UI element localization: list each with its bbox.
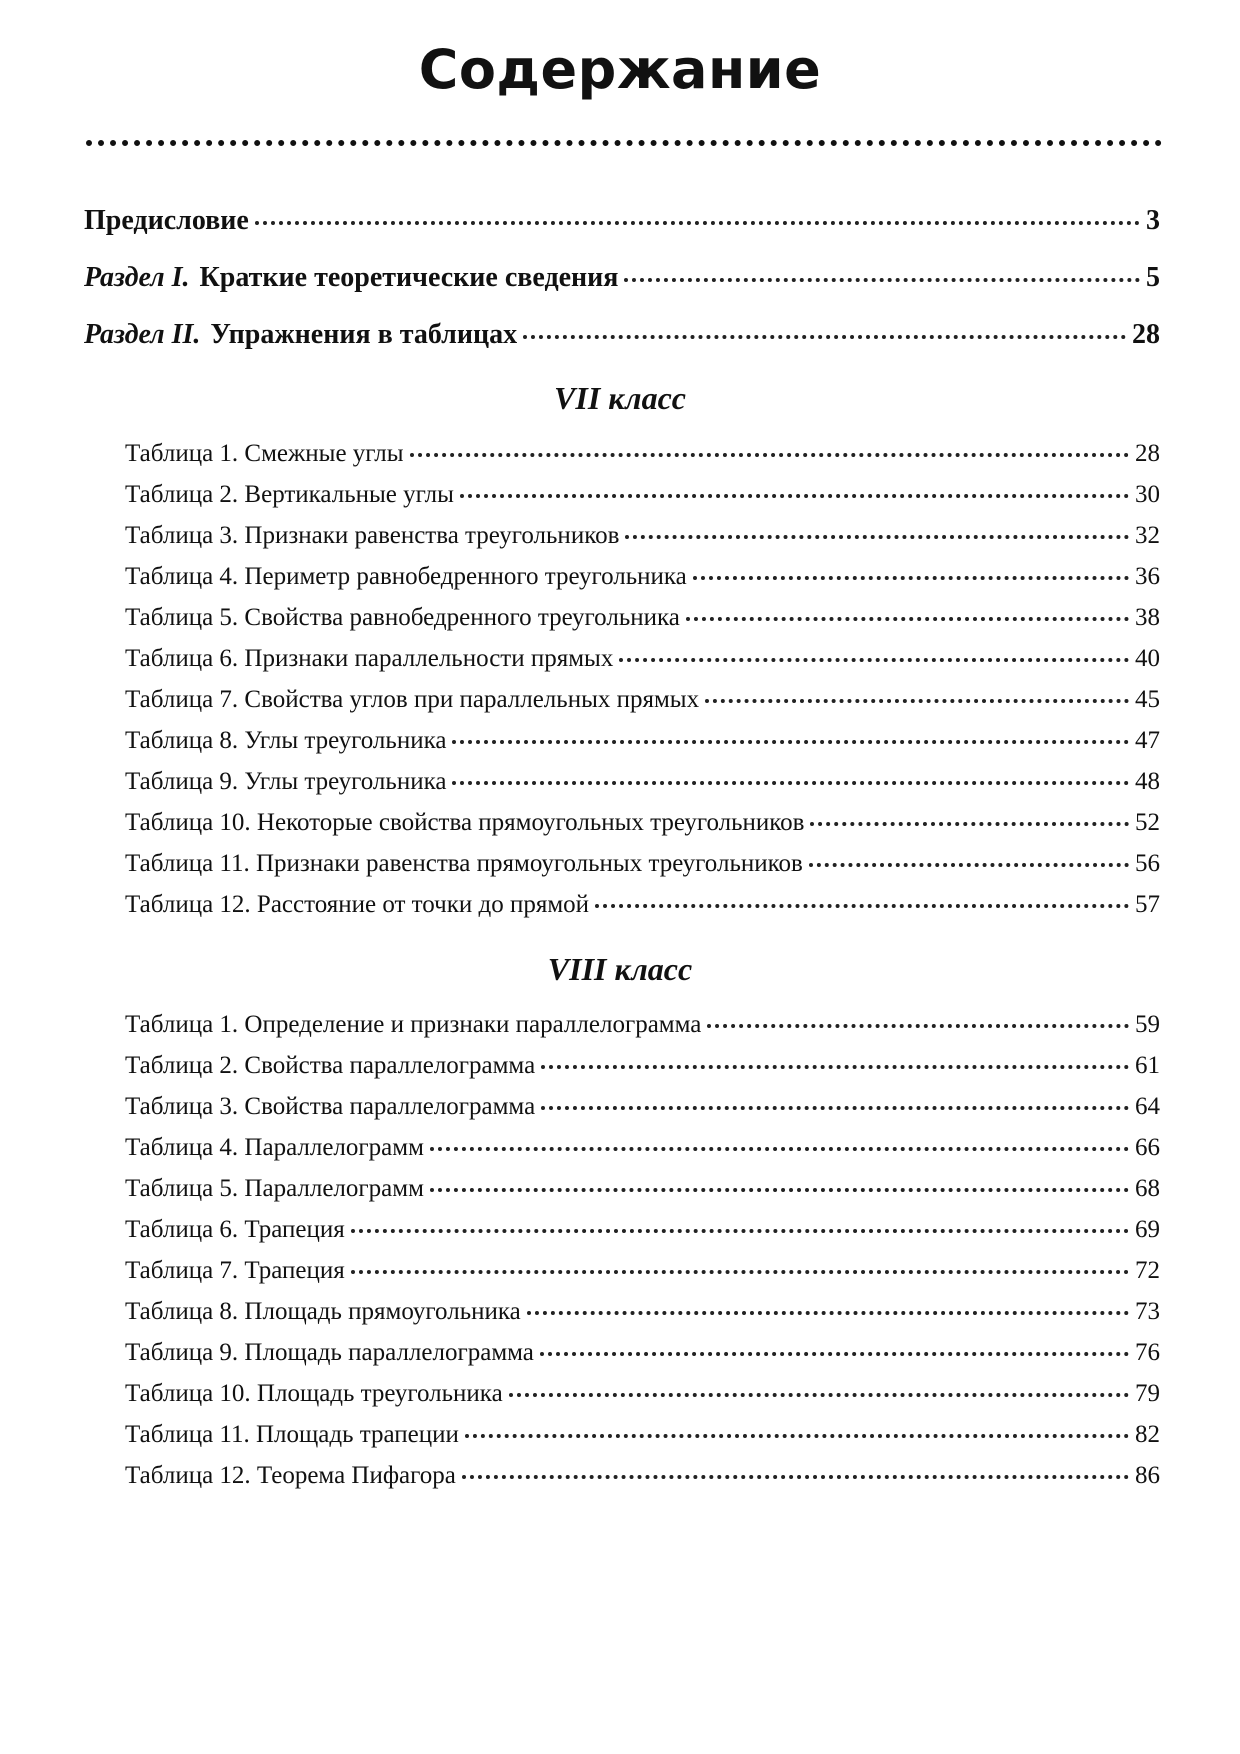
page-number: 72 [1135, 1257, 1160, 1284]
page-number: 48 [1135, 768, 1160, 795]
dot-leader [625, 535, 1129, 539]
toc-entry[interactable] [125, 563, 1160, 591]
toc-entry[interactable] [125, 1380, 1160, 1408]
entry-title: Таблица 5. Параллелограмм [125, 1175, 424, 1202]
toc-entry[interactable] [125, 1093, 1160, 1121]
toc-entry[interactable] [125, 1134, 1160, 1162]
dotted-divider [86, 140, 1162, 146]
grade-8-heading: VIII класс [547, 951, 693, 987]
dot-leader [462, 1475, 1129, 1479]
page-number: 28 [1135, 440, 1160, 467]
entry-title: Таблица 5. Свойства равнобедренного треугольника [125, 604, 680, 631]
section-label: Раздел II. [84, 319, 201, 350]
entry-title: Таблица 7. Трапеция [125, 1257, 345, 1284]
dot-leader [541, 1065, 1129, 1069]
entry-title: Таблица 8. Углы треугольника [125, 727, 447, 754]
toc-entry[interactable] [125, 891, 1160, 919]
toc-entry[interactable] [125, 1216, 1160, 1244]
section-label: Раздел I. [84, 262, 190, 293]
entry-title: Таблица 4. Параллелограмм [125, 1134, 424, 1161]
page-number: 69 [1135, 1216, 1160, 1243]
toc-entry[interactable] [125, 604, 1160, 632]
dot-leader [452, 740, 1129, 744]
toc-entry[interactable] [125, 686, 1160, 714]
entry-title: Таблица 10. Площадь треугольника [125, 1380, 503, 1407]
dot-leader [430, 1147, 1129, 1151]
page-number: 61 [1135, 1052, 1160, 1079]
page-number: 66 [1135, 1134, 1160, 1161]
entry-title: Таблица 11. Площадь трапеции [125, 1421, 459, 1448]
page-number: 28 [1132, 319, 1160, 350]
dot-leader [509, 1393, 1129, 1397]
toc-entry[interactable] [125, 768, 1160, 796]
entry-title: Таблица 11. Признаки равенства прямоугольных треугольников [125, 850, 803, 877]
dot-leader [523, 335, 1126, 339]
entry-title: Таблица 3. Свойства параллелограмма [125, 1093, 536, 1120]
toc-section-1[interactable] [84, 262, 1160, 294]
page-number: 64 [1135, 1093, 1160, 1120]
toc-entry[interactable] [125, 1298, 1160, 1326]
dot-leader [595, 904, 1129, 908]
toc-entry[interactable] [125, 1257, 1160, 1285]
dot-leader [410, 453, 1129, 457]
toc-entry[interactable] [125, 1462, 1160, 1490]
page-number: 36 [1135, 563, 1160, 590]
entry-title: Таблица 4. Периметр равнобедренного треугольника [125, 563, 687, 590]
dot-leader [809, 863, 1129, 867]
toc-section-2[interactable] [84, 319, 1160, 351]
entry-title: Таблица 7. Свойства углов при параллельных прямых [125, 686, 700, 713]
page-number: 40 [1135, 645, 1160, 672]
toc-section-preface[interactable] [84, 205, 1160, 237]
toc-entry[interactable] [125, 1052, 1160, 1080]
dot-leader [686, 617, 1129, 621]
dot-leader [460, 494, 1129, 498]
entry-title: Таблица 1. Определение и признаки параллелограмма [125, 1011, 702, 1038]
entry-title: Таблица 10. Некоторые свойства прямоугольных треугольников [125, 809, 805, 836]
page-number: 38 [1135, 604, 1160, 631]
entry-title: Таблица 12. Расстояние от точки до прямой [125, 891, 590, 918]
page-number: 59 [1135, 1011, 1160, 1038]
toc-entry[interactable] [125, 522, 1160, 550]
page-number: 79 [1135, 1380, 1160, 1407]
page-number: 57 [1135, 891, 1160, 918]
dot-leader [707, 1024, 1129, 1028]
page-number: 45 [1135, 686, 1160, 713]
entry-title: Таблица 9. Углы треугольника [125, 768, 447, 795]
dot-leader [465, 1434, 1129, 1438]
page-number: 73 [1135, 1298, 1160, 1325]
toc-entry[interactable] [125, 1339, 1160, 1367]
grade-7-heading: VII класс [554, 380, 686, 416]
dot-leader [705, 699, 1129, 703]
page-title: Содержание [418, 38, 822, 101]
entry-title: Таблица 8. Площадь прямоугольника [125, 1298, 521, 1325]
dot-leader [693, 576, 1129, 580]
entry-title: Таблица 2. Вертикальные углы [125, 481, 454, 508]
dot-leader [810, 822, 1129, 826]
dot-leader [430, 1188, 1129, 1192]
dot-leader [351, 1270, 1129, 1274]
entry-title: Таблица 3. Признаки равенства треугольников [125, 522, 620, 549]
entry-title: Таблица 1. Смежные углы [125, 440, 404, 467]
page-number: 47 [1135, 727, 1160, 754]
entry-title: Таблица 6. Трапеция [125, 1216, 345, 1243]
toc-entry[interactable] [125, 645, 1160, 673]
toc-entry[interactable] [125, 440, 1160, 468]
entry-title: Таблица 6. Признаки параллельности прямых [125, 645, 614, 672]
section-title: Краткие теоретические сведения [199, 262, 619, 293]
dot-leader [452, 781, 1129, 785]
entry-title: Таблица 12. Теорема Пифагора [125, 1462, 456, 1489]
page-number: 76 [1135, 1339, 1160, 1366]
toc-entry[interactable] [125, 1175, 1160, 1203]
toc-entry[interactable] [125, 809, 1160, 837]
toc-entry[interactable] [125, 850, 1160, 878]
page-number: 52 [1135, 809, 1160, 836]
dot-leader [351, 1229, 1129, 1233]
toc-entry[interactable] [125, 1011, 1160, 1039]
toc-entry[interactable] [125, 727, 1160, 755]
toc-entry[interactable] [125, 481, 1160, 509]
dot-leader [624, 278, 1140, 282]
page-number: 56 [1135, 850, 1160, 877]
section-title: Упражнения в таблицах [210, 319, 518, 350]
page-number: 3 [1146, 205, 1160, 236]
dot-leader [527, 1311, 1129, 1315]
page-number: 86 [1135, 1462, 1160, 1489]
section-title: Предисловие [84, 205, 249, 236]
toc-entry[interactable] [125, 1421, 1160, 1449]
dot-leader [619, 658, 1129, 662]
entry-title: Таблица 2. Свойства параллелограмма [125, 1052, 536, 1079]
page-number: 30 [1135, 481, 1160, 508]
page-number: 68 [1135, 1175, 1160, 1202]
dot-leader [255, 221, 1140, 225]
page-number: 5 [1146, 262, 1160, 293]
dot-leader [540, 1352, 1129, 1356]
page-number: 82 [1135, 1421, 1160, 1448]
entry-title: Таблица 9. Площадь параллелограмма [125, 1339, 534, 1366]
page-number: 32 [1135, 522, 1160, 549]
dot-leader [541, 1106, 1129, 1110]
